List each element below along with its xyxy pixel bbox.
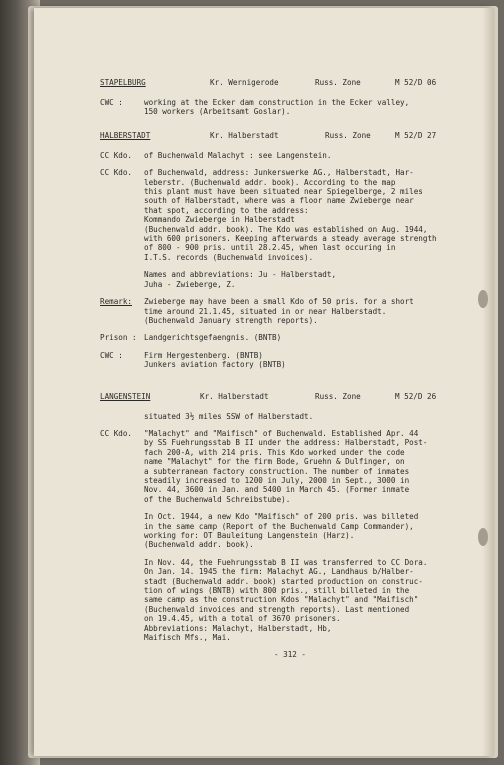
camp-name: LANGENSTEIN	[100, 391, 151, 401]
block-text: "Malachyt" and "Maifisch" of Buchenwald. Established Apr. 44 by SS Fuehrungsstab B II under the address: Halberstadt, Post- fach 200-A, with 214 pris. This Kdo worked under the code name "Malachyt" for the firm Bode, Gruehn & Dulfinger, on a subterranean factory construction. The number of inmates steadily increased to 1200 in July, 2000 in Sept., 3000 in Nov. 44, 3600 in Jan. and 5400 in March 45. (Former inmate of the Buchenwald Schreibstube).	[144, 428, 428, 504]
entry-header	[100, 131, 480, 143]
block-label	[100, 270, 144, 289]
reference-code: M 52/D 26	[395, 391, 437, 401]
block-text: working at the Ecker dam construction in the Ecker valley, 150 workers (Arbeitsamt Goslar).	[144, 98, 410, 117]
entry-block	[100, 98, 480, 117]
block-label: Remark:	[100, 297, 133, 307]
block-text: Zwieberge may have been a small Kdo of 50 pris. for a short time around 21.1.45, situated in or near Halberstadt. (Buchenwald January strength reports).	[144, 297, 414, 325]
district: Kr. Halberstadt	[210, 130, 279, 140]
paragraph: In Nov. 44, the Fuehrungsstab B II was transferred to CC Dora. On Jan. 14. 1945 the firm: Malachyt AG., Landhaus b/Halber- stadt (Buchenwald addr. book) started production on construc- tion of wings (BNTB) with 800 pris., still billeted in the same camp as the construction Kdos "Malachyt" and "Maifisch" (Buchenwald invoices and strength reports). Last mentioned on 19.4.45, with a total of 3670 prisoners. Abbreviations: Malachyt, Halberstadt, Hb, Maifisch Mfs., Mai.	[144, 557, 428, 643]
paragraph: In Oct. 1944, a new Kdo "Maifisch" of 200 pris. was billeted in the same camp (Report of the Buchenwald Camp Commander), working for: OT Bauleitung Langenstein (Harz). (Buchenwald addr. book).	[144, 512, 419, 550]
block-label: CC Kdo.	[100, 168, 133, 178]
entry-header	[100, 392, 480, 404]
reference-code: M 52/D 06	[395, 78, 437, 87]
block-text: of Buchenwald Malachyt : see Langenstein.	[144, 150, 332, 160]
block-label: CC Kdo.	[100, 150, 133, 160]
block-text: Landgerichtsgefaengnis. (BNTB)	[144, 333, 282, 343]
zone: Russ. Zone	[315, 391, 361, 401]
entry-block	[100, 429, 480, 504]
district: Kr. Halberstadt	[200, 391, 269, 401]
location-note: situated 3½ miles SSW of Halberstadt.	[144, 411, 314, 421]
entry-block	[100, 168, 480, 262]
district: Kr. Wernigerode	[210, 78, 279, 87]
entry-block	[100, 297, 480, 325]
page-edge	[482, 8, 494, 756]
block-text: of Buchenwald, address: Junkerswerke AG., Halberstadt, Har- leberstr. (Buchenwald addr. book). According to the map this plant must have been situated near Spiegelberge, 2 miles south of Halberstadt, where was a floor name Zwieberge near that spot, according to the address: Kommando Zwieberge in Halberstadt (Buchenwald addr. book). The Kdo was established on Aug. 1944, with 600 prisoners. Keeping afterwards a steady average strength of 800 - 900 pris. until 28.2.45, when last occuring in I.T.S. records (Buchenwald invoices).	[144, 168, 437, 262]
block-label: CWC :	[100, 98, 123, 107]
reference-code: M 52/D 27	[395, 130, 437, 140]
zone: Russ. Zone	[325, 130, 371, 140]
entry-block	[100, 151, 480, 160]
block-label: CC Kdo.	[100, 428, 133, 438]
camp-name: STAPELBURG	[100, 78, 146, 87]
zone: Russ. Zone	[315, 78, 361, 87]
entry-block	[100, 270, 480, 289]
page-number: - 312 -	[273, 650, 306, 660]
entry-block	[100, 351, 480, 370]
document-content	[100, 78, 480, 660]
camp-name: HALBERSTADT	[100, 130, 151, 140]
block-label: CWC :	[100, 350, 123, 360]
entry-header	[100, 78, 480, 90]
block-text: Firm Hergestenberg. (BNTB) Junkers aviation factory (BNTB)	[144, 350, 286, 370]
block-text: Names and abbreviations: Ju - Halberstadt, Juha - Zwieberge, Z.	[144, 270, 337, 289]
entry-block	[100, 333, 480, 342]
block-label: Prison :	[100, 333, 137, 343]
